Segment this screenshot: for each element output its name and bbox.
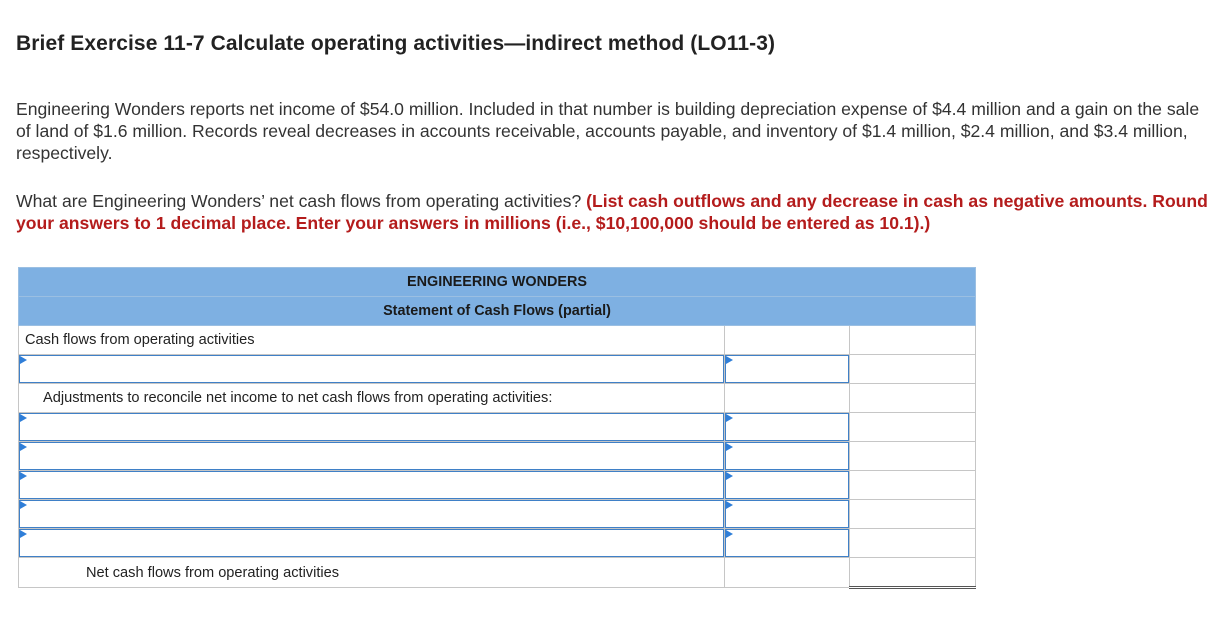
line-item-amount-input[interactable]: [725, 443, 849, 469]
empty-cell: [850, 326, 976, 355]
dropdown-marker-icon: [726, 443, 733, 451]
statement-company-name: ENGINEERING WONDERS: [19, 268, 976, 297]
line-item-label-cell: [19, 500, 725, 529]
dropdown-marker-icon: [20, 472, 27, 480]
line-item-label-input[interactable]: [19, 356, 724, 382]
empty-cell: [725, 326, 850, 355]
cash-flow-statement-table: [18, 267, 976, 589]
line-item-amount-input[interactable]: [725, 472, 849, 498]
operating-activities-heading: Cash flows from operating activities: [19, 326, 725, 355]
line-item-amount-cell: [725, 413, 850, 442]
empty-cell: [850, 500, 976, 529]
empty-cell: [850, 442, 976, 471]
net-cash-flows-label: Net cash flows from operating activities: [19, 558, 725, 588]
empty-cell: [850, 413, 976, 442]
empty-cell: [850, 355, 976, 384]
line-item-label-cell: [19, 442, 725, 471]
line-item-amount-cell: [725, 500, 850, 529]
empty-cell: [725, 558, 850, 588]
line-item-amount-input[interactable]: [725, 414, 849, 440]
line-item-label-cell: [19, 471, 725, 500]
net-cash-flows-total-cell: [850, 558, 976, 588]
line-item-label-cell: [19, 529, 725, 558]
dropdown-marker-icon: [726, 530, 733, 538]
statement-subtitle: Statement of Cash Flows (partial): [19, 297, 976, 326]
dropdown-marker-icon: [20, 414, 27, 422]
line-item-label-input[interactable]: [19, 443, 724, 469]
line-item-amount-cell: [725, 355, 850, 384]
line-item-label-cell: [19, 413, 725, 442]
answer-instructions: (List cash outflows and any decrease in cash as negative amounts. Round your answers to 1 decimal place. Enter your answers in millions (i.e., $10,100,000 should be entered as 10.1).): [16, 191, 1208, 233]
empty-cell: [850, 471, 976, 500]
empty-cell: [725, 384, 850, 413]
dropdown-marker-icon: [20, 501, 27, 509]
dropdown-marker-icon: [20, 530, 27, 538]
empty-cell: [850, 384, 976, 413]
dropdown-marker-icon: [726, 501, 733, 509]
exercise-question: [16, 190, 1211, 234]
line-item-amount-cell: [725, 442, 850, 471]
question-text: What are Engineering Wonders’ net cash flows from operating activities?: [16, 191, 582, 211]
dropdown-marker-icon: [20, 356, 27, 364]
dropdown-marker-icon: [726, 356, 733, 364]
line-item-label-input[interactable]: [19, 530, 724, 556]
dropdown-marker-icon: [726, 472, 733, 480]
line-item-label-input[interactable]: [19, 472, 724, 498]
line-item-amount-input[interactable]: [725, 356, 849, 382]
adjustments-heading: Adjustments to reconcile net income to net cash flows from operating activities:: [19, 384, 725, 413]
empty-cell: [850, 529, 976, 558]
line-item-label-cell: [19, 355, 725, 384]
line-item-amount-input[interactable]: [725, 530, 849, 556]
line-item-amount-cell: [725, 471, 850, 500]
exercise-description: Engineering Wonders reports net income of $54.0 million. Included in that number is building depreciation expense of $4.4 million and a gain on the sale of land of $1.6 million. Records reveal decreases in accounts receivable, accounts payable, and inventory of $1.4 million, $2.4 million, and $3.4 million, respectively.: [16, 99, 1200, 163]
line-item-amount-cell: [725, 529, 850, 558]
line-item-label-input[interactable]: [19, 501, 724, 527]
exercise-title: Brief Exercise 11-7 Calculate operating activities—indirect method (LO11-3): [16, 32, 776, 55]
line-item-amount-input[interactable]: [725, 501, 849, 527]
line-item-label-input[interactable]: [19, 414, 724, 440]
dropdown-marker-icon: [726, 414, 733, 422]
dropdown-marker-icon: [20, 443, 27, 451]
